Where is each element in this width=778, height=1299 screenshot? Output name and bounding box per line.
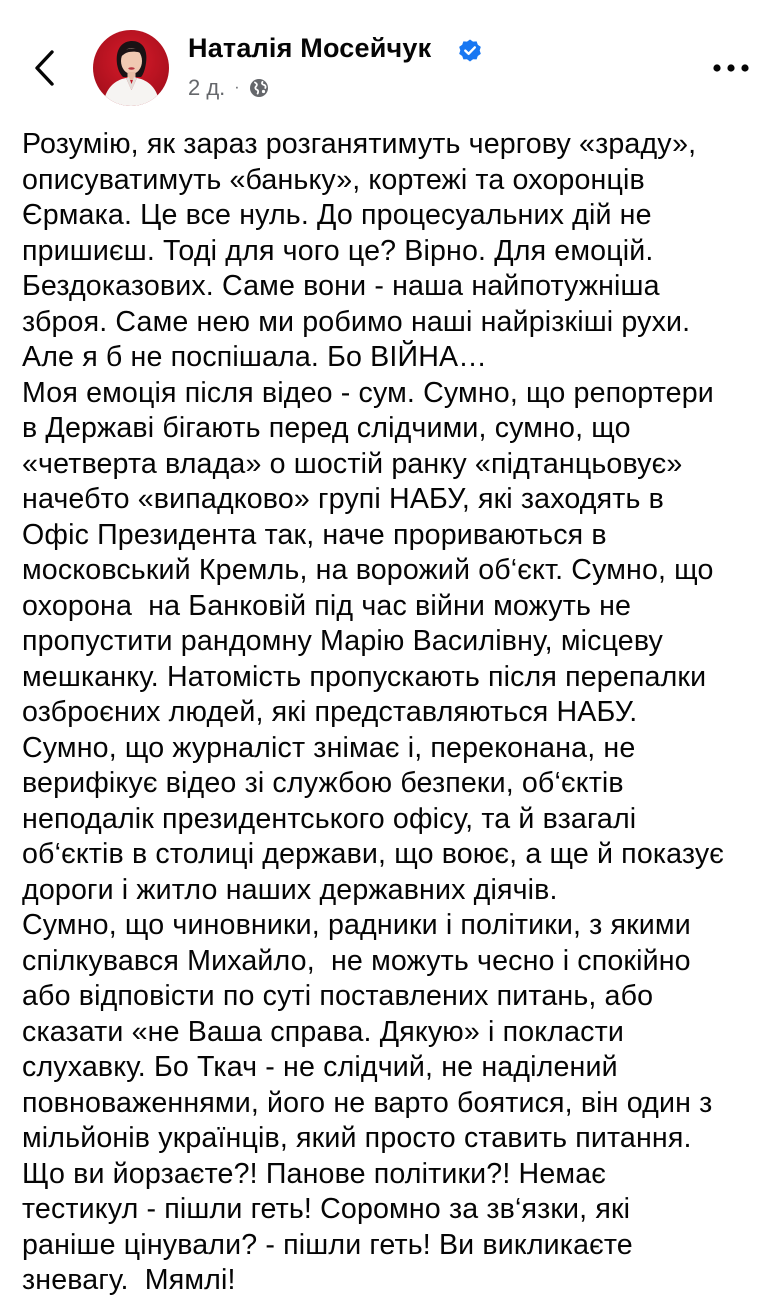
chevron-left-icon (26, 44, 66, 92)
post-text-line: зброя. Саме нею ми робимо наші найрізкіші рухи. (22, 305, 691, 338)
post-header (0, 0, 778, 120)
post-text-line: зневагу. Мямлі! (22, 1264, 236, 1296)
post-text-line: неподалік президентського офісу, та й взагалі (22, 802, 637, 835)
post-text-line: Офіс Президента так, наче прориваються в (22, 518, 607, 551)
post-text-line: Бездоказових. Саме вони - наша найпотужніша (22, 270, 660, 302)
post-text-line: слухавку. Бо Ткач - не слідчий, не наділений (22, 1051, 618, 1083)
post-text-line: Сумно, що чиновники, радники і політики, з якими (22, 909, 691, 941)
globe-icon (248, 77, 270, 99)
post-timestamp[interactable]: 2 д. (188, 75, 226, 100)
verified-badge-icon (457, 38, 483, 64)
post-text-line: пропустити рандомну Марію Василівну, місцеву (22, 625, 663, 657)
post-text-line: або відповісти по суті поставлених питань, або (22, 980, 654, 1012)
post-text-line: об‘єктів в столиці держави, що воює, а ще й показує (22, 838, 725, 870)
post-text-line: Розумію, як зараз розганятимуть чергову «зраду», (22, 128, 697, 160)
post-text-line: Що ви йорзаєте?! Панове політики?! Немає (22, 1157, 606, 1190)
post-text-line: Моя емоція після відео - сум. Сумно, що репортери (22, 376, 714, 409)
post-text-line: Єрмака. Це все нуль. До процесуальних дій не (22, 199, 652, 231)
post-text-line: охорона на Банковій під час війни можуть не (22, 589, 632, 622)
meta-separator: · (234, 79, 240, 96)
author-avatar[interactable] (93, 30, 169, 106)
post-text-line: описуватимуть «баньку», кортежі та охоронців (22, 163, 645, 196)
post-text-line: мільйонів українців, який просто ставить питання. (22, 1122, 692, 1154)
post-text-line: повноваженнями, його не варто боятися, він один з (22, 1086, 713, 1119)
post-text-line: сказати «не Ваша справа. Дякую» і покласти (22, 1015, 624, 1048)
post-text-line: пришиєш. Тоді для чого це? Вірно. Для емоцій. (22, 234, 654, 267)
author-name[interactable]: Наталія Мосейчук (188, 33, 432, 63)
post-text-line: раніше цінували? - пішли геть! Ви викликаєте (22, 1228, 633, 1261)
post-text-line: мешканку. Натомість пропускають після перепалки (22, 660, 707, 693)
post-text-line: начебто «випадково» групі НАБУ, які заходять в (22, 483, 664, 515)
post-text-line: в Державі бігають перед слідчими, сумно, що (22, 412, 631, 444)
post-text-line: верифікує відео зі службою безпеки, об‘єктів (22, 767, 624, 799)
post-meta (188, 74, 270, 102)
post-text-line: спілкувався Михайло, не можуть чесно і спокійно (22, 944, 691, 977)
post-text-line: дороги і житло наших державних діячів. (22, 873, 558, 906)
more-options-button[interactable] (708, 54, 754, 82)
post-text-line: «четверта влада» о шостій ранку «підтанцьовує» (22, 447, 683, 480)
post-text-line: Але я б не поспішала. Бо ВІЙНА… (22, 341, 487, 373)
post-text-line: озброєних людей, які представляються НАБУ. (22, 696, 638, 728)
back-button[interactable] (26, 44, 66, 92)
avatar-photo (93, 30, 169, 106)
post-text-line: московський Кремль, на ворожий об‘єкт. Сумно, що (22, 554, 714, 586)
post-text-line: Сумно, що журналіст знімає і, переконана, не (22, 731, 636, 764)
post-text (22, 127, 778, 1299)
more-horizontal-icon (708, 54, 754, 82)
post-text-line: тестикул - пішли геть! Соромно за зв‘язки, які (22, 1193, 631, 1225)
